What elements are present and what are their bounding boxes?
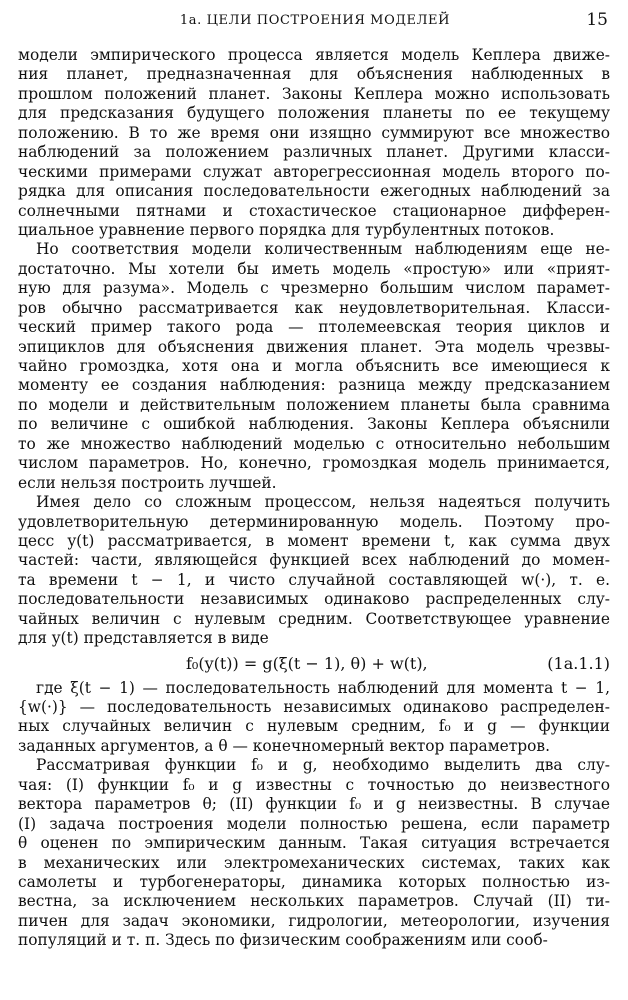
text-line: чая: (I) функции f₀ и g известны с точностью до неизвестного [18,775,610,794]
text-line: ния планет, предназначенная для объяснения наблюденных в [18,65,610,84]
text-line: если нельзя построить лучшей. [18,473,277,492]
text-line: положению. В то же время они изящно суммируют все множество [18,123,610,142]
equation-1a-1-1 [18,649,610,679]
running-head [18,10,612,30]
text-line: для y(t) представляется в виде [18,629,269,648]
text-line: где ξ(t − 1) — последовательность наблюдений для момента t − 1, [36,678,610,697]
text-line: пичен для задач экономики, гидрологии, метеорологии, изучения [18,911,610,930]
text-line: чайно громоздка, хотя она и могла объяснить все имеющиеся к [18,357,610,375]
text-line: для предсказания будущего положения планеты по ее текущему [18,104,610,123]
text-line: та времени t − 1, и чисто случайной составляющей w(·), т. е. [18,570,610,589]
text-line: (I) задача построения модели полностью решена, если параметр [18,814,610,833]
paragraph [18,756,610,950]
text-line: Но соответствия модели количественным наблюдениям еще не- [36,240,610,259]
text-line: θ оценен по эмпирическим данным. Такая ситуация встречается [18,834,610,853]
text-line: чайных величин с нулевым средним. Соответствующее уравнение [18,609,610,628]
text-line: то же множество наблюдений моделью с относительно небольшим [18,434,610,453]
text-line: ческими примерами служат авторегрессионная модель второго по- [18,162,610,181]
text-line: в механических или электромеханических системах, таких как [18,853,610,872]
page-body [18,46,610,951]
text-line: ную для разума». Модель с чрезмерно большим числом парамет- [18,279,610,298]
text-line: наблюдений за положением различных планет. Другими класси- [18,143,610,162]
text-line: удовлетворительную детерминированную модель. Поэтому про- [18,512,610,531]
text-line: циальное уравнение первого порядка для турбулентных потоков. [18,220,555,239]
text-line: самолеты и турбогенераторы, динамика которых полностью из- [18,872,610,891]
text-line: рядка для описания последовательности ежегодных наблюдений за [18,182,610,201]
text-block-after-equation [18,679,610,951]
text-line: числом параметров. Но, конечно, громоздкая модель принимается, [18,454,610,473]
text-line: солнечными пятнами и стохастическое стационарное дифферен- [18,201,610,220]
equation-number: (1a.1.1) [547,653,610,673]
text-line: {w(·)} — последовательность независимых одинаково распределен- [18,698,610,716]
text-line: последовательности независимых одинаково распределенных слу- [18,590,610,609]
text-line: эпициклов для объяснения движения планет. Эта модель чрезвы- [18,337,610,356]
page-number: 15 [586,10,608,30]
paragraph [18,46,610,240]
text-line: вестна, за исключением нескольких параметров. Случай (II) ти- [18,892,610,911]
text-line: моменту ее создания наблюдения: разница между предсказанием [18,376,610,395]
paragraph [18,493,610,649]
equation-formula: f₀(y(t)) = g(ξ(t − 1), θ) + w(t), [186,653,428,673]
text-block-before-equation [18,46,610,649]
text-line: Рассматривая функции f₀ и g, необходимо выделить два слу- [36,756,610,775]
text-line: достаточно. Мы хотели бы иметь модель «простую» или «прият- [18,259,610,278]
text-line: вектора параметров θ; (II) функции f₀ и g неизвестны. В случае [18,795,610,814]
text-line: цесс y(t) рассматривается, в момент времени t, как сумма двух [18,531,610,550]
text-line: по модели и действительным положением планеты была сравнима [18,395,610,414]
running-title: 1а. ЦЕЛИ ПОСТРОЕНИЯ МОДЕЛЕЙ [179,13,451,28]
text-line: частей: части, являющейся функцией всех наблюдений до момен- [18,551,610,570]
text-line: ров обычно рассматривается как неудовлетворительная. Класси- [18,298,610,317]
text-line: ческий пример такого рода — птолемеевская теория циклов и [18,318,610,337]
text-line: популяций и т. п. Здесь по физическим соображениям или сооб- [18,931,548,950]
text-line: ных случайных величин с нулевым средним, f₀ и g — функции [18,717,610,736]
paragraph [18,679,610,757]
text-line: Имея дело со сложным процессом, нельзя надеяться получить [36,493,610,512]
text-line: модели эмпирического процесса является модель Кеплера движе- [18,46,610,64]
text-line: по величине с ошибкой наблюдения. Законы Кеплера объяснили [18,415,610,434]
text-line: прошлом положений планет. Законы Кеплера можно использовать [18,84,610,103]
paragraph [18,240,610,493]
text-line: заданных аргументов, а θ — конечномерный вектор параметров. [18,736,550,755]
